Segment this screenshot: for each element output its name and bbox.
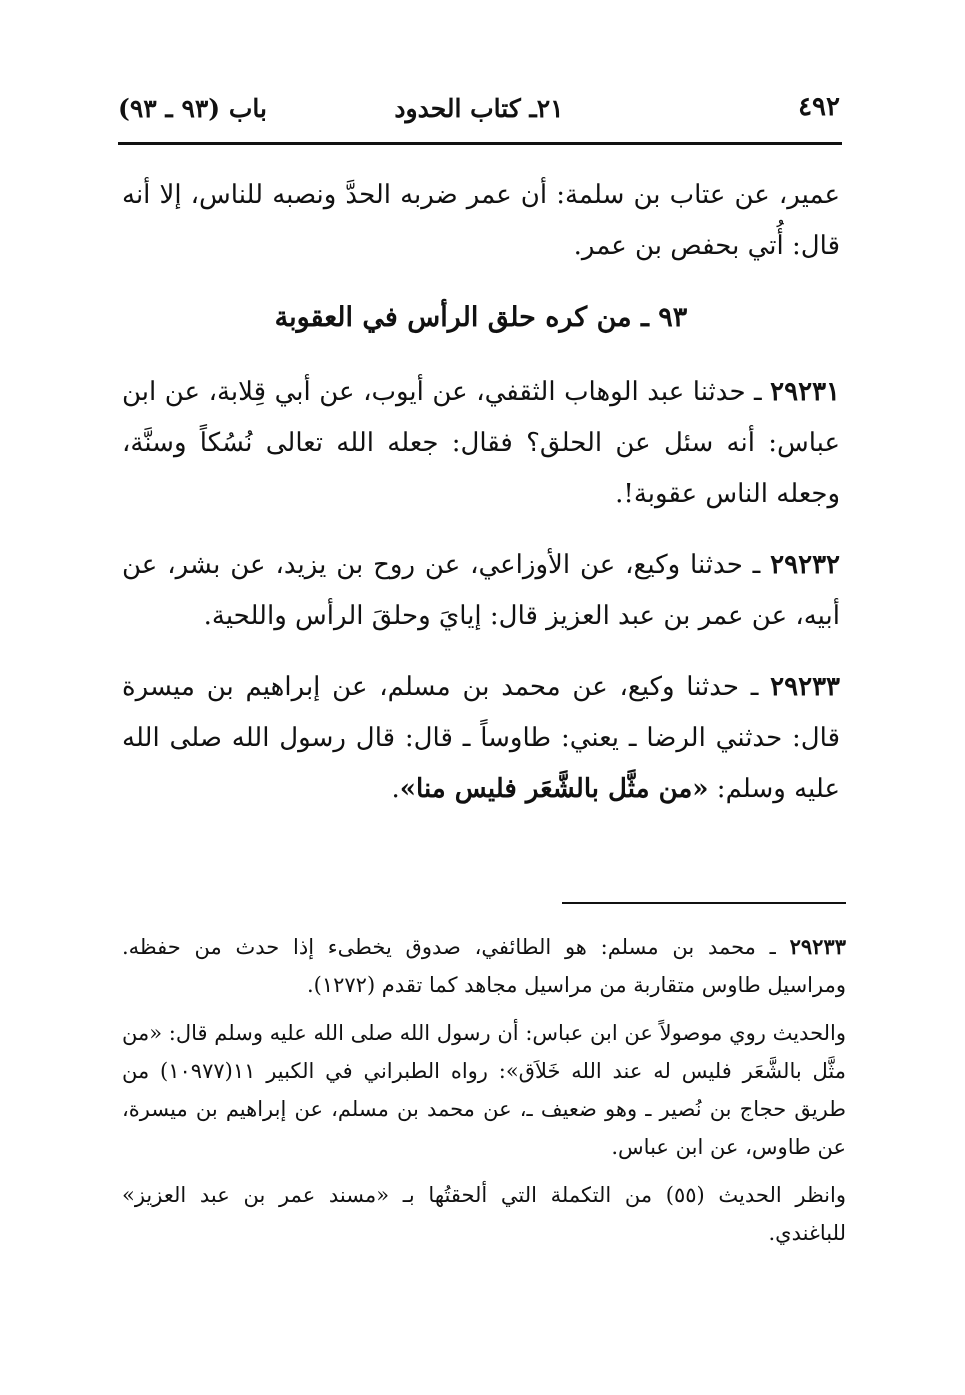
book-title: ٢١ـ كتاب الحدود — [394, 94, 564, 123]
hadith-text: ـ حدثنا عبد الوهاب الثقفي، عن أيوب، عن أبي قِلابة، عن ابن عباس: أنه سئل عن الحلق؟ فقال: جعله الله تعالى نُسُكاً وسنَّة، وجعله الناس عقوبة!. — [122, 377, 840, 509]
footnote-rule — [562, 902, 846, 904]
footnote-number: ٢٩٢٣٣ — [789, 934, 846, 959]
footnote-text: ـ محمد بن مسلم: هو الطائفي، صدوق يخطىء إذا حدث من حفظه. ومراسيل طاوس متقاربة من مراسيل مجاهد كما تقدم (١٢٧٢). — [122, 935, 846, 997]
hadith-text: ـ حدثنا وكيع، عن محمد بن مسلم، عن إبراهيم بن ميسرة قال: حدثني الرضا ـ يعني: طاوساً ـ قال: قال رسول الله صلى الله عليه وسلم: — [122, 672, 840, 804]
header-rule — [118, 142, 842, 145]
hadith-number: ٢٩٢٣١ — [770, 377, 840, 407]
footnote-1 — [122, 928, 846, 1004]
page-header — [118, 92, 840, 136]
chapter-range: باب (٩٣ ـ ٩٣) — [118, 94, 267, 123]
hadith-29231 — [122, 367, 840, 520]
hadith-text: ـ حدثنا وكيع، عن الأوزاعي، عن روح بن يزيد، عن بشر، عن أبيه، عن عمر بن عبد العزيز قال: إيايَ وحلقَ الرأس واللحية. — [122, 550, 840, 631]
main-text — [122, 170, 840, 835]
hadith-number: ٢٩٢٣٣ — [770, 672, 840, 702]
footnote-3: وانظر الحديث (٥٥) من التكملة التي ألحقتُها بـ «مسند عمر بن عبد العزيز» للباغندي. — [122, 1183, 846, 1245]
section-title: ٩٣ ـ من كره حلق الرأس في العقوبة — [274, 302, 688, 333]
hadith-end: . — [391, 774, 400, 804]
intro-paragraph: عمير، عن عتاب بن سلمة: أن عمر ضربه الحدَّ ونصبه للناس، إلا أنه قال: أُتي بحفص بن عمر. — [122, 180, 840, 261]
footnote-2: والحديث روي موصولاً عن ابن عباس: أن رسول الله صلى الله عليه وسلم قال: «من مثَّل بالشَّعَر فليس له عند الله خَلاَق»: رواه الطبراني في الكبير ١١(١٠٩٧٧) من طريق حجاج بن نُصير ـ وهو ضعيف ـ، عن محمد بن مسلم، عن إبراهيم بن ميسرة، عن طاوس، عن ابن عباس. — [122, 1021, 846, 1159]
hadith-29233 — [122, 662, 840, 815]
footnotes — [122, 928, 846, 1262]
page-number: ٤٩٢ — [798, 92, 840, 122]
hadith-number: ٢٩٢٣٢ — [770, 550, 840, 580]
hadith-29232 — [122, 540, 840, 642]
hadith-quote: «من مثَّل بالشَّعَر فليس منا» — [399, 774, 709, 804]
